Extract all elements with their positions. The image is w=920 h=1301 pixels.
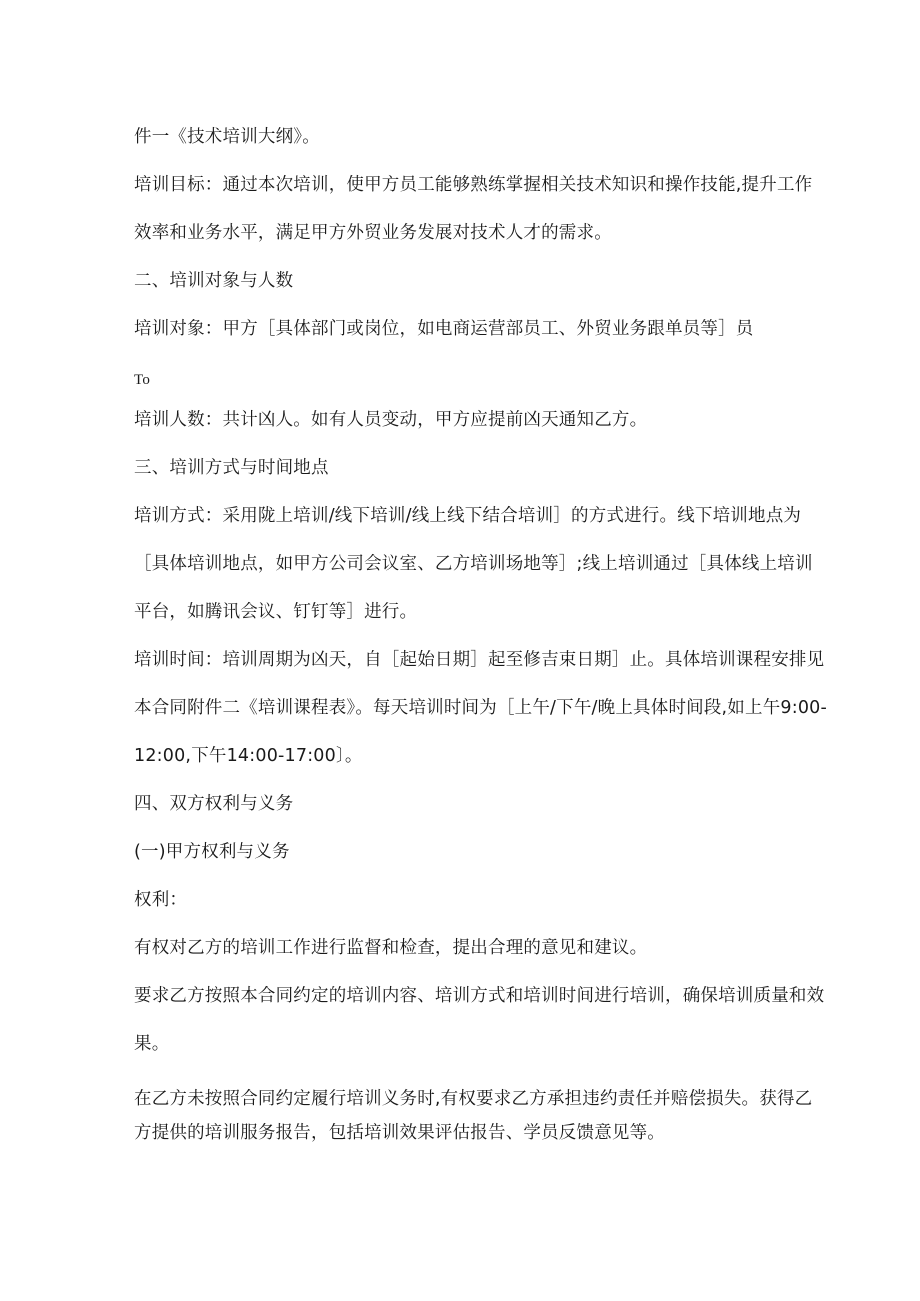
attachment-reference-line: 件一《技术培训大纲》。 xyxy=(134,127,320,147)
section-heading-3: 三、培训方式与时间地点 xyxy=(134,458,329,478)
right-item-3-continued: 方提供的培训服务报告，包括培训效果评估报告、学员反馈意见等。 xyxy=(134,1123,665,1143)
training-goal-line: 培训目标：通过本次培训，使甲方员工能够熟练掌握相关技术知识和操作技能,提升工作 xyxy=(134,175,813,195)
training-method-continued-1: ［具体培训地点，如甲方公司会议室、乙方培训场地等］;线上培训通过［具体线上培训 xyxy=(134,554,813,574)
training-headcount-line: 培训人数：共计凶人。如有人员变动，甲方应提前凶天通知乙方。 xyxy=(134,410,648,430)
right-item-2: 要求乙方按照本合同约定的培训内容、培训方式和培训时间进行培训，确保培训质量和效 xyxy=(134,986,825,1006)
training-method-line: 培训方式：采用陇上培训/线下培训/线上线下结合培训］的方式进行。线下培训地点为 xyxy=(134,506,802,526)
training-method-continued-2: 平台，如腾讯会议、钉钉等］进行。 xyxy=(134,602,418,622)
training-time-continued-2: 12:00,下午14:00-17:00〕。 xyxy=(134,746,363,766)
training-target-line: 培训对象：甲方［具体部门或岗位，如电商运营部员工、外贸业务跟单员等］员 xyxy=(134,319,754,339)
section-heading-4: 四、双方权利与义务 xyxy=(134,794,294,814)
right-item-3: 在乙方未按照合同约定履行培训义务时,有权要求乙方承担违约责任并赔偿损失。获得乙 xyxy=(134,1089,813,1109)
subsection-heading-party-a: (一)甲方权利与义务 xyxy=(134,842,290,862)
training-time-line: 培训时间：培训周期为凶天，自［起始日期］起至修吉束日期］止。具体培训课程安排见 xyxy=(134,650,825,670)
right-item-1: 有权对乙方的培训工作进行监督和检查，提出合理的意见和建议。 xyxy=(134,938,648,958)
stray-text-line: To xyxy=(134,372,151,388)
section-heading-2: 二、培训对象与人数 xyxy=(134,271,294,291)
training-time-continued-1: 本合同附件二《培训课程表》。每天培训时间为［上午/下午/晚上具体时间段,如上午9:00- xyxy=(134,698,828,718)
rights-label: 权利： xyxy=(134,890,188,910)
training-goal-continued: 效率和业务水平，满足甲方外贸业务发展对技术人才的需求。 xyxy=(134,223,612,243)
right-item-2-continued: 果。 xyxy=(134,1034,170,1054)
